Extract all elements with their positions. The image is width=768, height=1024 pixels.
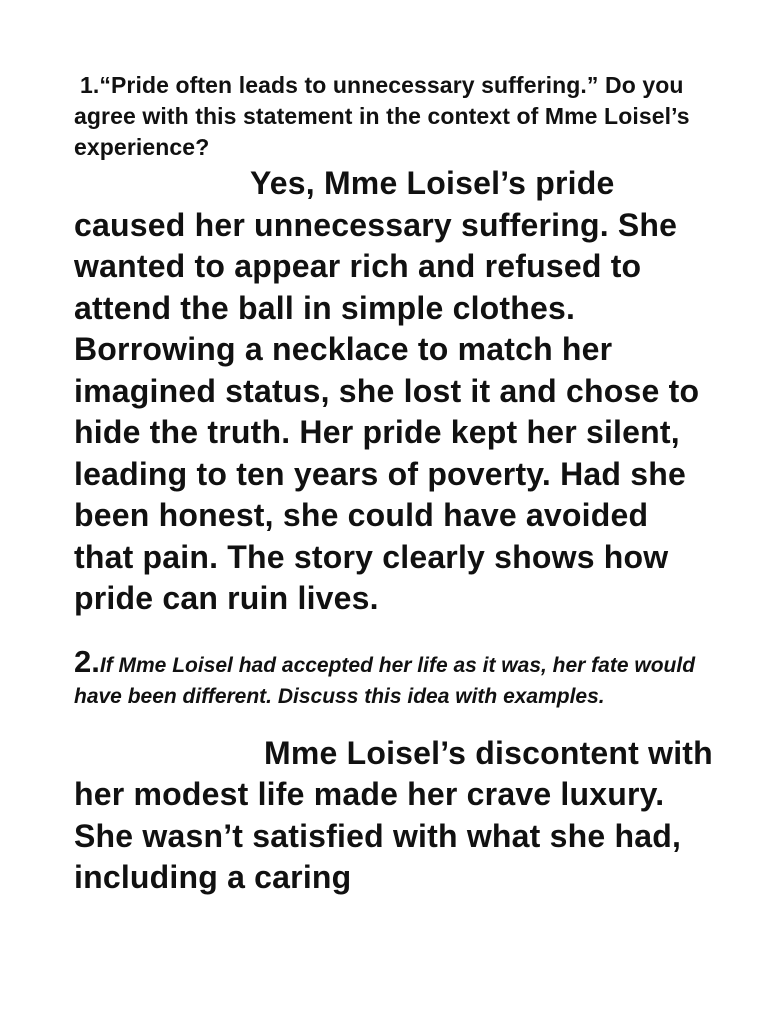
question-1-text: “Pride often leads to unnecessary suffering.” Do you agree with this statement in the context of Mme Loisel’s experience? — [74, 72, 690, 160]
answer-1-text: Yes, Mme Loisel’s pride caused her unnecessary suffering. She wanted to appear rich and refused to attend the ball in simple clothes. Borrowing a necklace to match her imagined status, she lost it and chose to hide the truth. Her pride kept her silent, leading to ten years of poverty. Had she been honest, she could have avoided that pain. The story clearly shows how pride can ruin lives. — [74, 165, 700, 616]
question-2 — [74, 643, 714, 712]
answer-1 — [74, 163, 714, 620]
document-page — [74, 70, 714, 899]
question-2-number: 2. — [74, 643, 100, 679]
question-2-text: If Mme Loisel had accepted her life as it was, her fate would have been different. Discuss this idea with examples. — [74, 653, 696, 708]
question-1-number: 1. — [80, 72, 100, 98]
question-1 — [74, 70, 714, 163]
answer-2-text: Mme Loisel’s discontent with her modest life made her crave luxury. She wasn’t satisfied with what she had, including a caring — [74, 734, 713, 895]
answer-2 — [74, 733, 714, 899]
